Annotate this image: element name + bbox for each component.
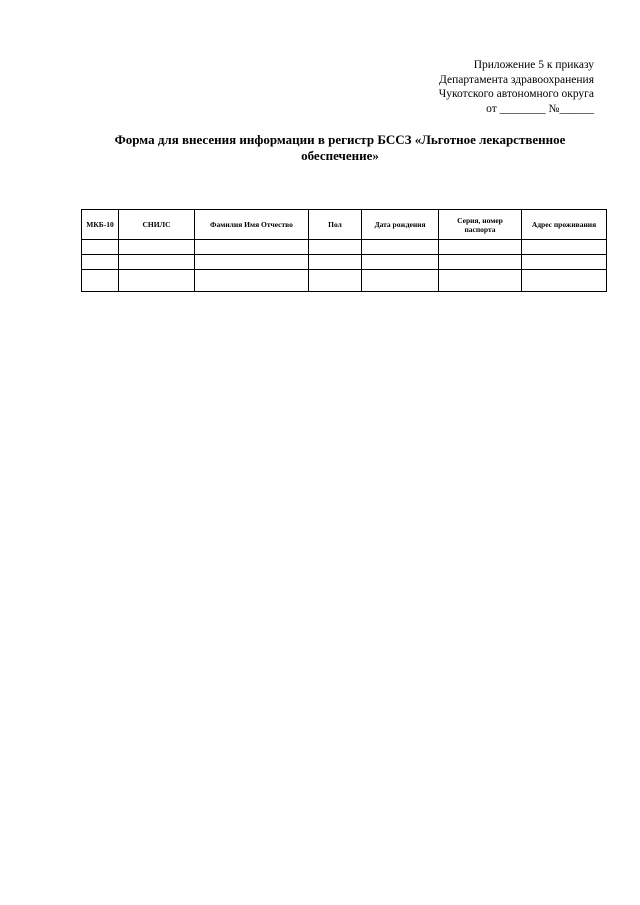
table-cell[interactable] (362, 270, 439, 292)
column-header-sex: Пол (309, 210, 362, 240)
table-cell[interactable] (82, 255, 119, 270)
table-cell[interactable] (522, 255, 607, 270)
table-cell[interactable] (195, 255, 309, 270)
header-line-region: Чукотского автономного округа (438, 88, 594, 100)
column-header-mkb10: МКБ-10 (82, 210, 119, 240)
table-cell[interactable] (195, 270, 309, 292)
table-cell[interactable] (82, 240, 119, 255)
register-table (81, 209, 607, 292)
table-cell[interactable] (362, 240, 439, 255)
table-cell[interactable] (309, 270, 362, 292)
column-header-snils: СНИЛС (119, 210, 195, 240)
form-title: Форма для внесения информации в регистр БССЗ «Льготное лекарственное обеспечение» (114, 132, 566, 163)
table-cell[interactable] (439, 240, 522, 255)
column-header-passport: Серия, номер паспорта (439, 210, 522, 240)
table-cell[interactable] (522, 240, 607, 255)
column-header-full-name: Фамилия Имя Отчество (195, 210, 309, 240)
table-cell[interactable] (309, 255, 362, 270)
table-cell[interactable] (439, 270, 522, 292)
header-line-appendix: Приложение 5 к приказу (473, 59, 594, 71)
table-cell[interactable] (82, 270, 119, 292)
table-cell[interactable] (119, 270, 195, 292)
table-header-row (82, 210, 607, 240)
table-cell[interactable] (119, 240, 195, 255)
column-header-birth-date: Дата рождения (362, 210, 439, 240)
table-cell[interactable] (119, 255, 195, 270)
table-cell[interactable] (309, 240, 362, 255)
header-line-department: Департамента здравоохранения (439, 73, 594, 86)
column-header-address: Адрес проживания (522, 210, 607, 240)
table-cell[interactable] (195, 240, 309, 255)
header-line-date-number: от ________ №______ (486, 102, 594, 115)
table-row (82, 270, 607, 292)
table-cell[interactable] (439, 255, 522, 270)
table-row (82, 255, 607, 270)
order-reference-block (439, 58, 594, 116)
table-cell[interactable] (522, 270, 607, 292)
table-row (82, 240, 607, 255)
table-cell[interactable] (362, 255, 439, 270)
